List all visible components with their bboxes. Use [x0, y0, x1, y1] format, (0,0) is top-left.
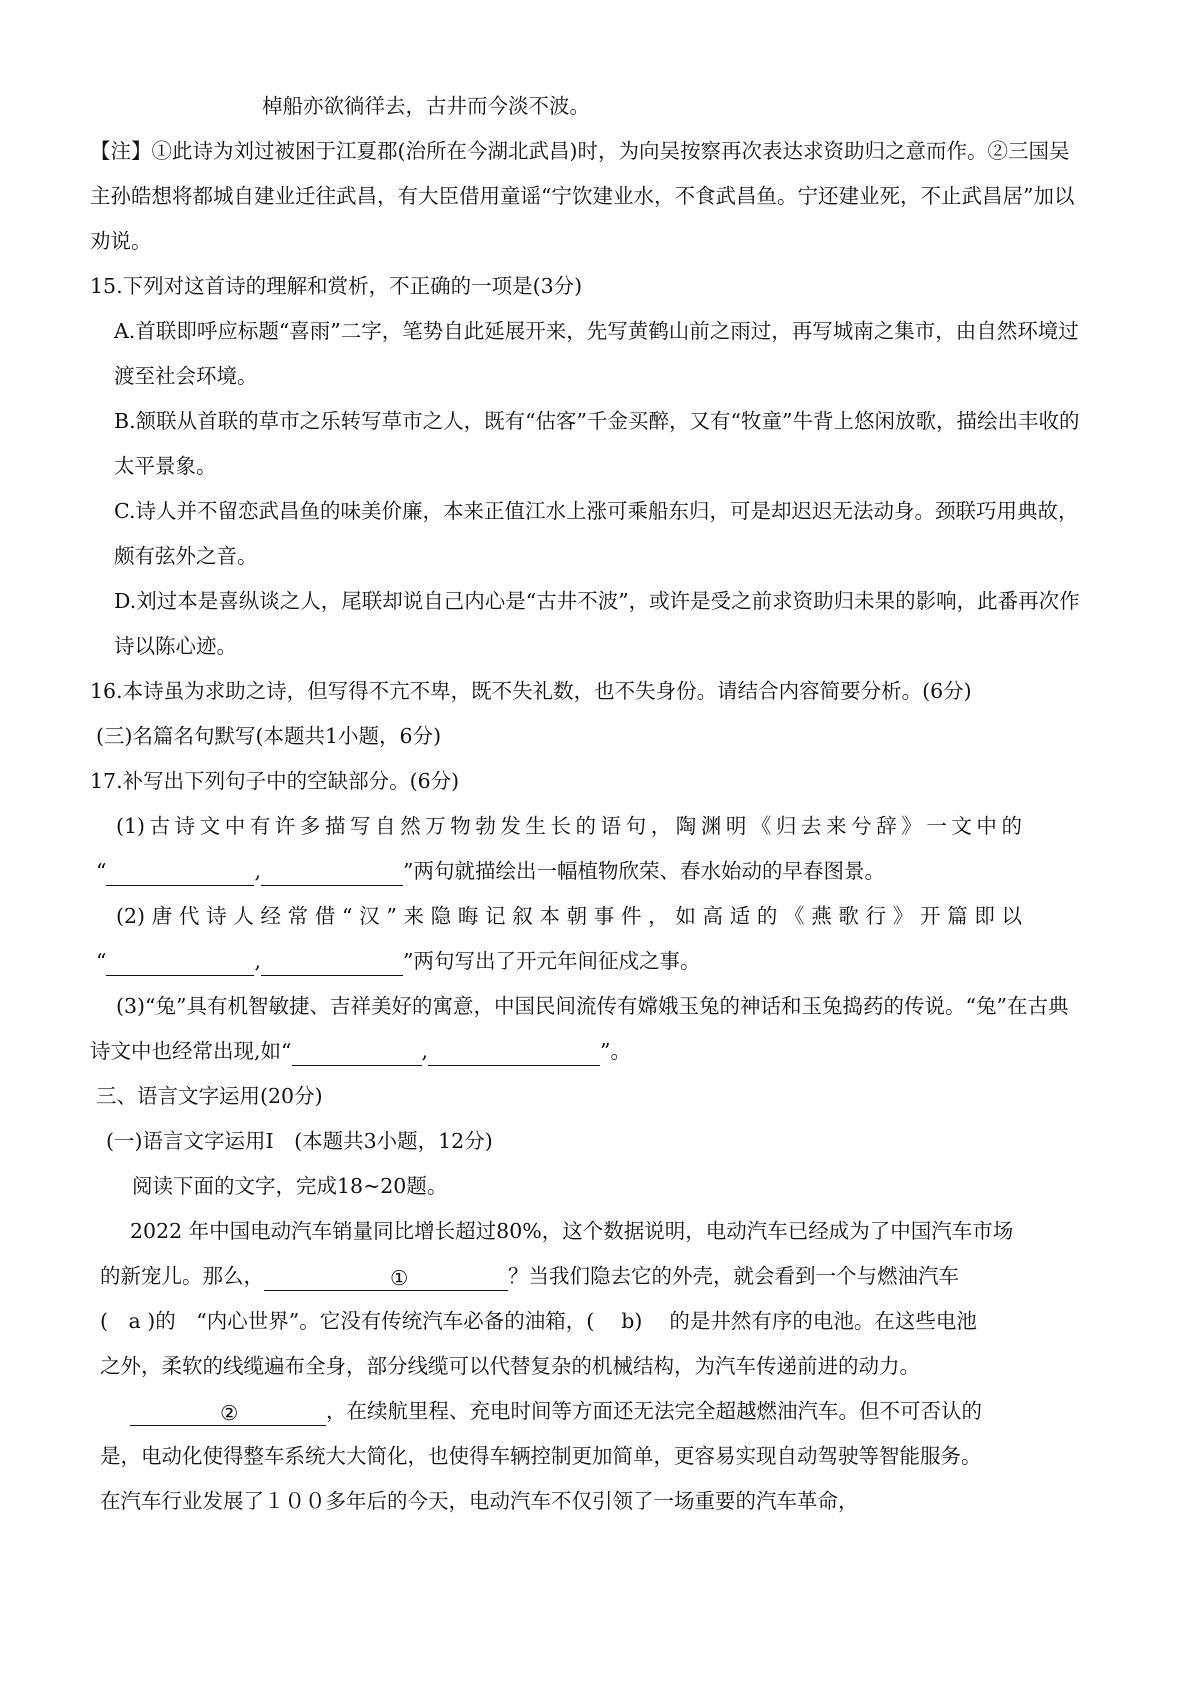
q17-part2-line2: [96, 946, 701, 976]
part1-tail: ”两句就描绘出一幅植物欣荣、春水始动的早春图景。: [403, 859, 885, 883]
passage-line-4: 之外，柔软的线缆遍布全身，部分线缆可以代替复杂的机械结构，为汽车传递前进的动力。: [100, 1354, 920, 1378]
section3-header: (三)名篇名句默写(本题共1小题，6分): [96, 724, 442, 748]
passage-line-1: 2022 年中国电动汽车销量同比增长超过80%，这个数据说明，电动汽车已经成为了中国汽车市场: [130, 1219, 1014, 1243]
blank-1b[interactable]: [261, 863, 403, 886]
note-line-3: 劝说。: [90, 229, 152, 253]
q15-option-d-line1: D.刘过本是喜纵谈之人，尾联却说自己内心是“古井不波”，或许是受之前求资助归未果的影响，此番再次作: [114, 589, 1080, 613]
comma: ,: [254, 859, 262, 883]
q15-option-b-line2: 太平景象。: [114, 454, 217, 478]
q17-part3-line1: (3)“兔”具有机智敏捷、吉祥美好的寓意，中国民间流传有嫦娥玉兔的神话和玉兔捣药的传说。“兔”在古典: [116, 994, 1069, 1018]
passage-line2-tail: ？当我们隐去它的外壳，就会看到一个与燃油汽车: [508, 1264, 959, 1288]
note-line-2: 主孙皓想将都城自建业迁往武昌，有大臣借用童谣“宁饮建业水，不食武昌鱼。宁还建业死，不止武昌居”加以: [90, 184, 1075, 208]
blank-mark-2[interactable]: [130, 1401, 326, 1426]
passage-line2-lead: 的新宠儿。那么，: [100, 1264, 264, 1288]
blank-mark-1[interactable]: [264, 1266, 508, 1291]
passage-line-7: 在汽车行业发展了１００多年后的今天，电动汽车不仅引领了一场重要的汽车革命，: [100, 1489, 859, 1513]
blank-mark-2-number: ②: [220, 1401, 239, 1425]
blank-3b[interactable]: [428, 1043, 600, 1066]
q17-part3-line2: [90, 1036, 631, 1066]
reading-instruction: 阅读下面的文字，完成18~20题。: [132, 1174, 448, 1198]
q17-stem: 17.补写出下列句子中的空缺部分。(6分): [90, 769, 460, 793]
comma: ,: [421, 1039, 429, 1063]
q15-option-b-line1: B.颔联从首联的草市之乐转写草市之人，既有“估客”千金买醉，又有“牧童”牛背上悠闲放歌，描绘出丰收的: [114, 409, 1080, 433]
part3-header: 三、语言文字运用(20分): [96, 1084, 323, 1108]
part2-tail: ”两句写出了开元年间征戍之事。: [403, 949, 701, 973]
part3-tail: ”。: [600, 1039, 632, 1063]
blank-1a[interactable]: [106, 863, 254, 886]
q15-option-a-line2: 渡至社会环境。: [114, 364, 258, 388]
blank-2b[interactable]: [261, 953, 403, 976]
passage-line-5: [130, 1396, 982, 1426]
passage-line-6: 是，电动化使得整车系统大大简化，也使得车辆控制更加简单，更容易实现自动驾驶等智能服务。: [100, 1444, 982, 1468]
open-quote: “: [96, 949, 107, 973]
q15-stem: 15.下列对这首诗的理解和赏析，不正确的一项是(3分): [90, 274, 583, 298]
blank-mark-1-number: ①: [390, 1266, 409, 1290]
q15-option-c-line2: 颇有弦外之音。: [114, 544, 258, 568]
q17-part2-line1: (2)唐代诗人经常借“汉”来隐晦记叙本朝事件，如高适的《燕歌行》开篇即以: [116, 904, 1022, 928]
open-quote: “: [96, 859, 107, 883]
q15-option-d-line2: 诗以陈心迹。: [114, 634, 237, 658]
q15-option-a-line1: A.首联即呼应标题“喜雨”二字，笔势自此延展开来，先写黄鹤山前之雨过，再写城南之集市，由自然环境过: [114, 319, 1079, 343]
blank-2a[interactable]: [106, 953, 254, 976]
note-line-1: 【注】①此诗为刘过被困于江夏郡(治所在今湖北武昌)时，为向吴按察再次表达求资助归之意而作。②三国吴: [90, 139, 1070, 163]
passage-line5-tail: ，在续航里程、充电时间等方面还无法完全超越燃油汽车。但不可否认的: [326, 1399, 982, 1423]
q17-part1-line1: (1)古诗文中有许多描写自然万物勃发生长的语句，陶渊明《归去来兮辞》一文中的: [116, 814, 1022, 838]
comma: ,: [254, 949, 262, 973]
passage-line-3: ( a )的 “内心世界”。它没有传统汽车必备的油箱，( b) 的是井然有序的电池。在这些电池: [100, 1309, 977, 1333]
passage-line-2: [100, 1261, 959, 1291]
q16-stem: 16.本诗虽为求助之诗，但写得不亢不卑，既不失礼数，也不失身份。请结合内容简要分析。(6分): [90, 679, 972, 703]
sub1-header: (一)语言文字运用Ⅰ (本题共3小题，12分): [106, 1129, 493, 1153]
poem-line: 棹船亦欲徜徉去，古井而今淡不波。: [262, 94, 590, 118]
q15-option-c-line1: C.诗人并不留恋武昌鱼的味美价廉，本来正值江水上涨可乘船东归，可是却迟迟无法动身。颈联巧用典故，: [114, 499, 1079, 523]
q17-part1-line2: [96, 856, 885, 886]
blank-3a[interactable]: [292, 1043, 422, 1066]
part3-lead: 诗文中也经常出现,如“: [90, 1039, 292, 1063]
